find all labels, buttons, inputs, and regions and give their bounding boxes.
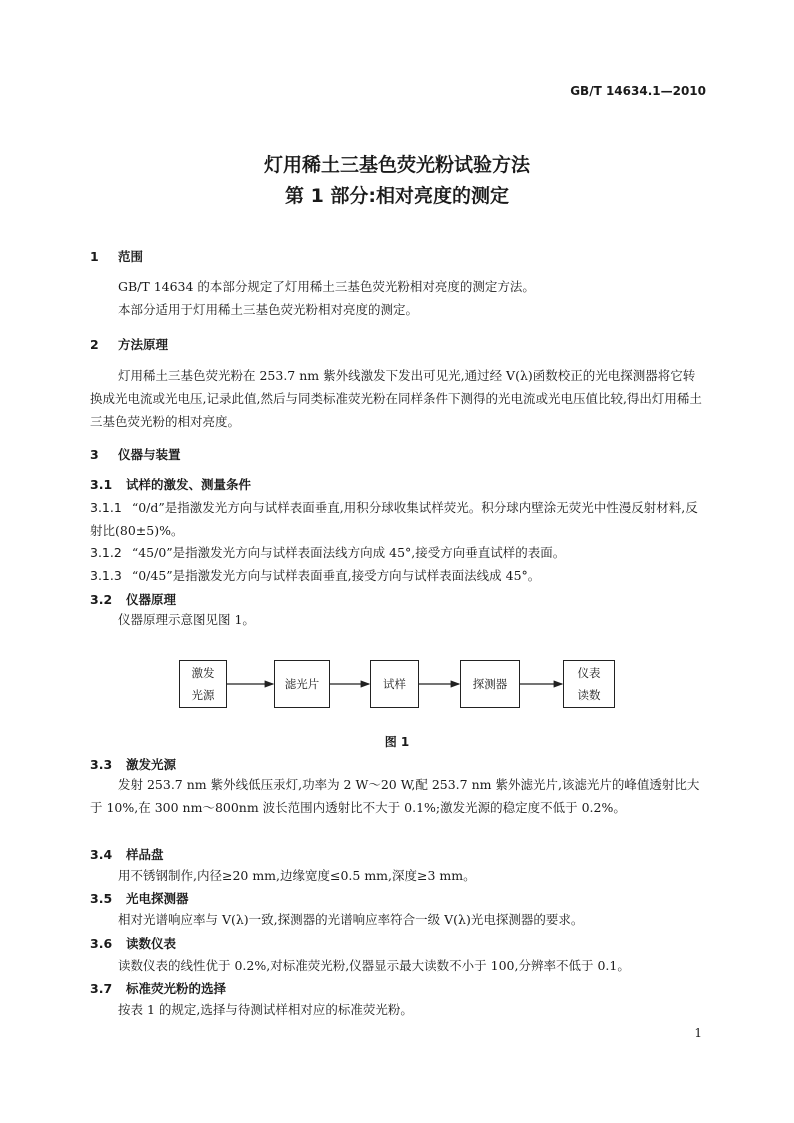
section-title: 读数仪表: [126, 936, 177, 951]
section-title: 标准荧光粉的选择: [126, 981, 227, 996]
detector-box: [460, 660, 520, 708]
box-label: 探测器: [472, 677, 508, 691]
section-title: 光电探测器: [126, 891, 189, 906]
section-3-3-heading: [90, 755, 176, 773]
paragraph: 相对光谱响应率与 V(λ)一致,探测器的光谱响应率符合一级 V(λ)光电探测器的要求。: [118, 912, 584, 927]
standard-code: GB/T 14634.1—2010: [570, 84, 706, 98]
paragraph: 发射 253.7 nm 紫外线低压汞灯,功率为 2 W～20 W,配 253.7 nm 紫外滤光片,该滤光片的峰值透射比大于 10%,在 300 nm～800nm 波长范围内透射比不大于 0.1%;激发光源的稳定度不低于 0.2%。: [90, 777, 700, 815]
section-1-heading: [90, 247, 143, 265]
section-title: 试样的激发、测量条件: [126, 477, 252, 492]
section-number: 3.3: [90, 757, 113, 772]
clause-number: 3.1.1: [90, 500, 122, 515]
section-number: 3.5: [90, 891, 113, 906]
excitation-source-box: [179, 660, 227, 708]
clause-3-1-1: [90, 496, 706, 542]
section-number: 3.7: [90, 981, 113, 996]
section-3-7-heading: [90, 979, 226, 997]
box-label: 试样: [383, 677, 406, 691]
section-number: 3.2: [90, 592, 113, 607]
paragraph: 仪器原理示意图见图 1。: [118, 612, 255, 627]
box-label: 读数: [577, 688, 601, 702]
section-title: 仪器原理: [126, 592, 177, 607]
section-3-1-heading: [90, 475, 251, 493]
section-3-6-heading: [90, 934, 176, 952]
box-label: 滤光片: [284, 677, 320, 691]
section-3-4-heading: [90, 845, 164, 863]
paragraph: GB/T 14634 的本部分规定了灯用稀土三基色荧光粉相对亮度的测定方法。: [118, 279, 535, 294]
box-label: 仪表: [577, 666, 601, 680]
section-number: 3.6: [90, 936, 113, 951]
clause-text: “45/0”是指激发光方向与试样表面法线方向成 45°,接受方向垂直试样的表面。: [131, 545, 566, 560]
section-3-2-heading: [90, 590, 176, 608]
figure-caption: 图 1: [384, 735, 410, 749]
paragraph: 灯用稀土三基色荧光粉在 253.7 nm 紫外线激发下发出可见光,通过经 V(λ)函数校正的光电探测器将它转换成光电流或光电压,记录此值,然后与同类标准荧光粉在同样条件下测得的光电流或光电压值比较,得出灯用稀土三基色荧光粉的相对亮度。: [90, 368, 702, 429]
section-title: 激发光源: [126, 757, 177, 772]
clause-text: “0/45”是指激发光方向与试样表面垂直,接受方向与试样表面法线成 45°。: [131, 568, 541, 583]
section-number: 3.4: [90, 847, 113, 862]
meter-readout-box: [563, 660, 615, 708]
clause-number: 3.1.2: [90, 545, 122, 560]
section-number: 1: [90, 249, 99, 264]
filter-box: [274, 660, 330, 708]
clause-3-1-3: [90, 564, 706, 587]
page-number: 1: [694, 1026, 702, 1040]
paragraph: 本部分适用于灯用稀土三基色荧光粉相对亮度的测定。: [118, 302, 419, 317]
sample-box: [370, 660, 419, 708]
box-label: 光源: [191, 688, 215, 702]
section-title: 样品盘: [126, 847, 164, 862]
section-title: 范围: [118, 249, 144, 264]
paragraph: 用不锈钢制作,内径≥20 mm,边缘宽度≤0.5 mm,深度≥3 mm。: [118, 868, 476, 883]
section-title: 仪器与装置: [118, 447, 181, 462]
section-number: 2: [90, 337, 99, 352]
box-label: 激发: [191, 666, 215, 680]
section-title: 方法原理: [118, 337, 169, 352]
clause-number: 3.1.3: [90, 568, 122, 583]
paragraph: 读数仪表的线性优于 0.2%,对标准荧光粉,仪器显示最大读数不小于 100,分辨率不低于 0.1。: [118, 958, 630, 973]
section-2-heading: [90, 335, 168, 353]
document-subtitle: 第 1 部分:相对亮度的测定: [284, 185, 510, 207]
paragraph: 按表 1 的规定,选择与待测试样相对应的标准荧光粉。: [118, 1002, 413, 1017]
clause-3-1-2: [90, 541, 706, 564]
section-number: 3: [90, 447, 99, 462]
clause-text: “0/d”是指激发光方向与试样表面垂直,用积分球收集试样荧光。积分球内壁涂无荧光中性漫反射材料,反射比(80±5)%。: [90, 500, 698, 538]
section-3-heading: [90, 445, 181, 463]
section-3-5-heading: [90, 889, 189, 907]
section-number: 3.1: [90, 477, 113, 492]
document-title: 灯用稀土三基色荧光粉试验方法: [263, 154, 530, 176]
